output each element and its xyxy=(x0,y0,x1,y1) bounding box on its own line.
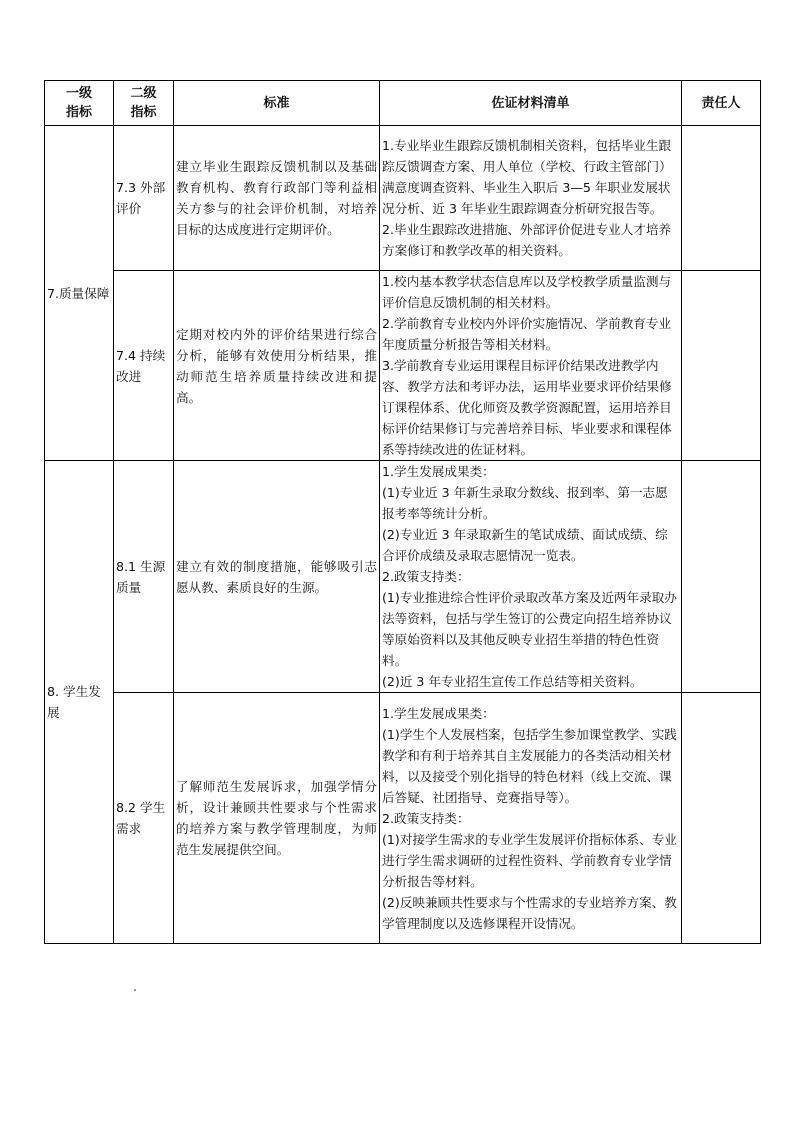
standard-cell: 建立毕业生跟踪反馈机制以及基础教育机构、教育行政部门等利益相关方参与的社会评价机制，对培养目标的达成度进行定期评价。 xyxy=(174,126,380,271)
responsible-cell xyxy=(682,693,761,944)
level2-cell-external-evaluation: 7.3 外部评价 xyxy=(114,126,174,271)
evidence-item: (2)近 3 年专业招生宣传工作总结等相关资料。 xyxy=(382,674,643,689)
header-level2: 二级 指标 xyxy=(114,81,174,126)
level2-cell-student-needs: 8.2 学生需求 xyxy=(114,693,174,944)
standard-cell: 了解师范生发展诉求，加强学情分析，设计兼顾共性要求与个性需求的培养方案与教学管理制度，为师范生发展提供空间。 xyxy=(174,693,380,944)
level2-cell-student-source-quality: 8.1 生源质量 xyxy=(114,461,174,693)
evidence-item: 1.专业毕业生跟踪反馈机制相关资料，包括毕业生跟踪反馈调查方案、用人单位（学校、行政主管部门）满意度调查资料、毕业生入职后 3—5 年职业发展状况分析、近 3 年毕业生跟踪调查分析研究报告等。 xyxy=(382,138,672,216)
scan-speck xyxy=(134,989,136,991)
header-row xyxy=(45,81,761,126)
evidence-item: (2)专业近 3 年录取新生的笔试成绩、面试成绩、综合评价成绩及录取志愿情况一览表。 xyxy=(382,527,668,563)
evidence-item: 2.政策支持类： xyxy=(382,810,470,826)
standard-cell: 定期对校内外的评价结果进行综合分析，能够有效使用分析结果，推动师范生培养质量持续改进和提高。 xyxy=(174,271,380,461)
level1-cell-student-development: 8. 学生发展 xyxy=(45,461,114,944)
evidence-item: 1.学生发展成果类： xyxy=(382,464,495,479)
responsible-cell xyxy=(682,126,761,271)
level1-cell-quality-assurance: 7.质量保障 xyxy=(45,126,114,461)
table-row-8-2 xyxy=(45,693,761,944)
table-row-7-4 xyxy=(45,271,761,461)
evidence-cell xyxy=(380,271,682,461)
evidence-item: 3.学前教育专业运用课程目标评价结果改进教学内容、教学方法和考评办法，运用毕业要求评价结果修订课程体系、优化师资及教学资源配置，运用培养目标评价结果修订与完善培养目标、毕业要求和课程体系等持续改进的佐证材料。 xyxy=(382,358,672,457)
evidence-item: 1.校内基本教学状态信息库以及学校教学质量监测与评价信息反馈机制的相关材料。 xyxy=(382,274,672,310)
header-responsible: 责任人 xyxy=(682,81,761,126)
evidence-cell xyxy=(380,693,682,944)
header-standard: 标准 xyxy=(174,81,380,126)
evidence-item: (2)反映兼顾共性要求与个性需求的专业培养方案、教学管理制度以及选修课程开设情况。 xyxy=(382,894,677,931)
evidence-cell xyxy=(380,126,682,271)
table-row-8-1 xyxy=(45,461,761,693)
evidence-item: 1.学生发展成果类： xyxy=(382,705,495,721)
evidence-item: (1)专业推进综合性评价录取改革方案及近两年录取办法等资料，包括与学生签订的公费定向招生培养协议等原始资料以及其他反映专业招生举措的特色性资料。 xyxy=(382,590,677,668)
standard-cell: 建立有效的制度措施，能够吸引志愿从教、素质良好的生源。 xyxy=(174,461,380,693)
responsible-cell xyxy=(682,271,761,461)
responsible-cell xyxy=(682,461,761,693)
evidence-item: (1)对接学生需求的专业学生发展评价指标体系、专业进行学生需求调研的过程性资料、学前教育专业学情分析报告等材料。 xyxy=(382,831,677,889)
header-level1: 一级 指标 xyxy=(45,81,114,126)
evidence-cell xyxy=(380,461,682,693)
table-row-7-3 xyxy=(45,126,761,271)
header-evidence: 佐证材料清单 xyxy=(380,81,682,126)
level2-cell-continuous-improvement: 7.4 持续改进 xyxy=(114,271,174,461)
evidence-item: 2.学前教育专业校内外评价实施情况、学前教育专业年度质量分析报告等相关材料。 xyxy=(382,316,672,352)
evidence-item: 2.毕业生跟踪改进措施、外部评价促进专业人才培养方案修订和教学改革的相关资料。 xyxy=(382,222,672,258)
evidence-item: 2.政策支持类： xyxy=(382,569,470,584)
evidence-item: (1)学生个人发展档案，包括学生参加课堂教学、实践教学和有利于培养其自主发展能力的各类活动相关材料，以及接受个别化指导的特色材料（线上交流、课后答疑、社团指导、竞赛指导等）。 xyxy=(382,726,677,805)
evidence-item: (1)专业近 3 年新生录取分数线、报到率、第一志愿报考率等统计分析。 xyxy=(382,485,668,521)
evaluation-table xyxy=(44,80,761,944)
